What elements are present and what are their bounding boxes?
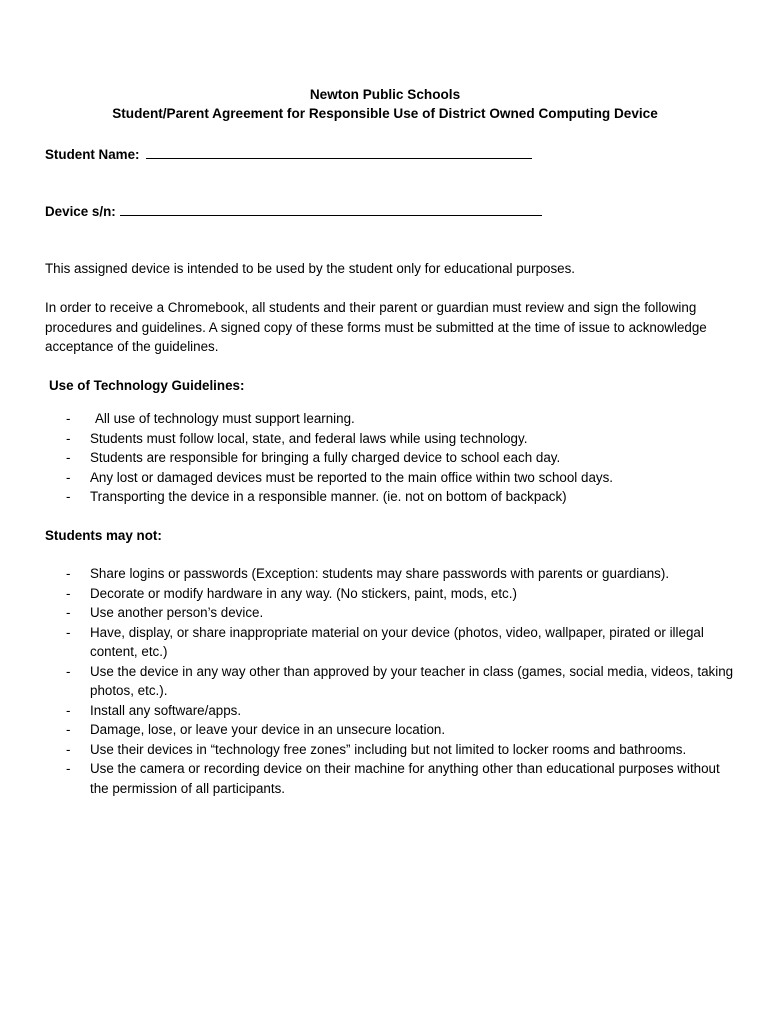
device-sn-field: [45, 201, 542, 222]
bullet-dash: -: [66, 469, 71, 485]
restrictions-list: [66, 564, 736, 798]
list-item: [66, 701, 736, 721]
bullet-dash: -: [66, 450, 71, 465]
list-item: [66, 759, 736, 798]
restrictions-heading: Students may not:: [45, 528, 162, 543]
list-item: [66, 584, 736, 604]
list-item-text: Have, display, or share inappropriate material on your device (photos, video, wallpaper, pirated or illegal content, etc.): [90, 624, 704, 659]
list-item-text: Use their devices in “technology free zones” including but not limited to locker rooms and bathrooms.: [90, 741, 687, 757]
intro-paragraph-1: This assigned device is intended to be used by the student only for educational purposes.: [45, 261, 576, 276]
bullet-dash: -: [66, 741, 71, 757]
list-item: [66, 564, 736, 584]
list-item-text: Install any software/apps.: [90, 702, 242, 718]
list-item: [66, 409, 736, 429]
bullet-dash: -: [66, 411, 71, 426]
bullet-dash: -: [66, 702, 71, 718]
bullet-dash: -: [66, 430, 71, 446]
list-item: [66, 429, 736, 449]
list-item-text: All use of technology must support learning.: [95, 411, 355, 426]
bullet-dash: -: [66, 605, 71, 620]
list-item: [66, 623, 736, 662]
list-item: [66, 487, 736, 507]
list-item-text: Use the device in any way other than approved by your teacher in class (games, social media, videos, taking photos, etc.).: [90, 663, 734, 698]
list-item-text: Damage, lose, or leave your device in an unsecure location.: [90, 722, 446, 737]
bullet-dash: -: [66, 722, 71, 737]
student-name-label: Student Name:: [45, 147, 140, 162]
device-sn-blank[interactable]: [120, 201, 542, 216]
guidelines-heading: Use of Technology Guidelines:: [49, 378, 245, 393]
bullet-dash: -: [66, 489, 71, 504]
org-title: Newton Public Schools: [309, 87, 461, 102]
list-item-text: Share logins or passwords (Exception: students may share passwords with parents or guardians).: [90, 566, 670, 581]
student-name-field: [45, 144, 532, 165]
list-item: [66, 603, 736, 623]
bullet-dash: -: [66, 624, 71, 640]
list-item: [66, 468, 736, 488]
intro-paragraph-2: In order to receive a Chromebook, all students and their parent or guardian must review and sign the following procedures and guidelines. A signed copy of these forms must be submitted at the time of issue to acknowledge acceptance of the guidelines.: [45, 300, 707, 354]
list-item-text: Use the camera or recording device on their machine for anything other than educational purposes without the permission of all participants.: [90, 761, 720, 796]
bullet-dash: -: [66, 585, 71, 601]
list-item-text: Transporting the device in a responsible manner. (ie. not on bottom of backpack): [90, 489, 567, 504]
list-item-text: Students must follow local, state, and federal laws while using technology.: [90, 430, 528, 446]
list-item: [66, 448, 736, 468]
list-item-text: Any lost or damaged devices must be reported to the main office within two school days.: [90, 469, 614, 485]
guidelines-list: [66, 409, 736, 507]
list-item-text: Students are responsible for bringing a fully charged device to school each day.: [90, 450, 561, 465]
bullet-dash: -: [66, 566, 71, 581]
list-item: [66, 662, 736, 701]
bullet-dash: -: [66, 663, 71, 679]
document-title: Student/Parent Agreement for Responsible Use of District Owned Computing Device: [112, 106, 658, 121]
list-item-text: Decorate or modify hardware in any way. (No stickers, paint, mods, etc.): [90, 585, 517, 601]
list-item: [66, 740, 736, 760]
device-sn-label: Device s/n:: [45, 204, 116, 219]
list-item-text: Use another person’s device.: [90, 605, 264, 620]
bullet-dash: -: [66, 761, 71, 776]
list-item: [66, 720, 736, 740]
student-name-blank[interactable]: [146, 144, 532, 159]
